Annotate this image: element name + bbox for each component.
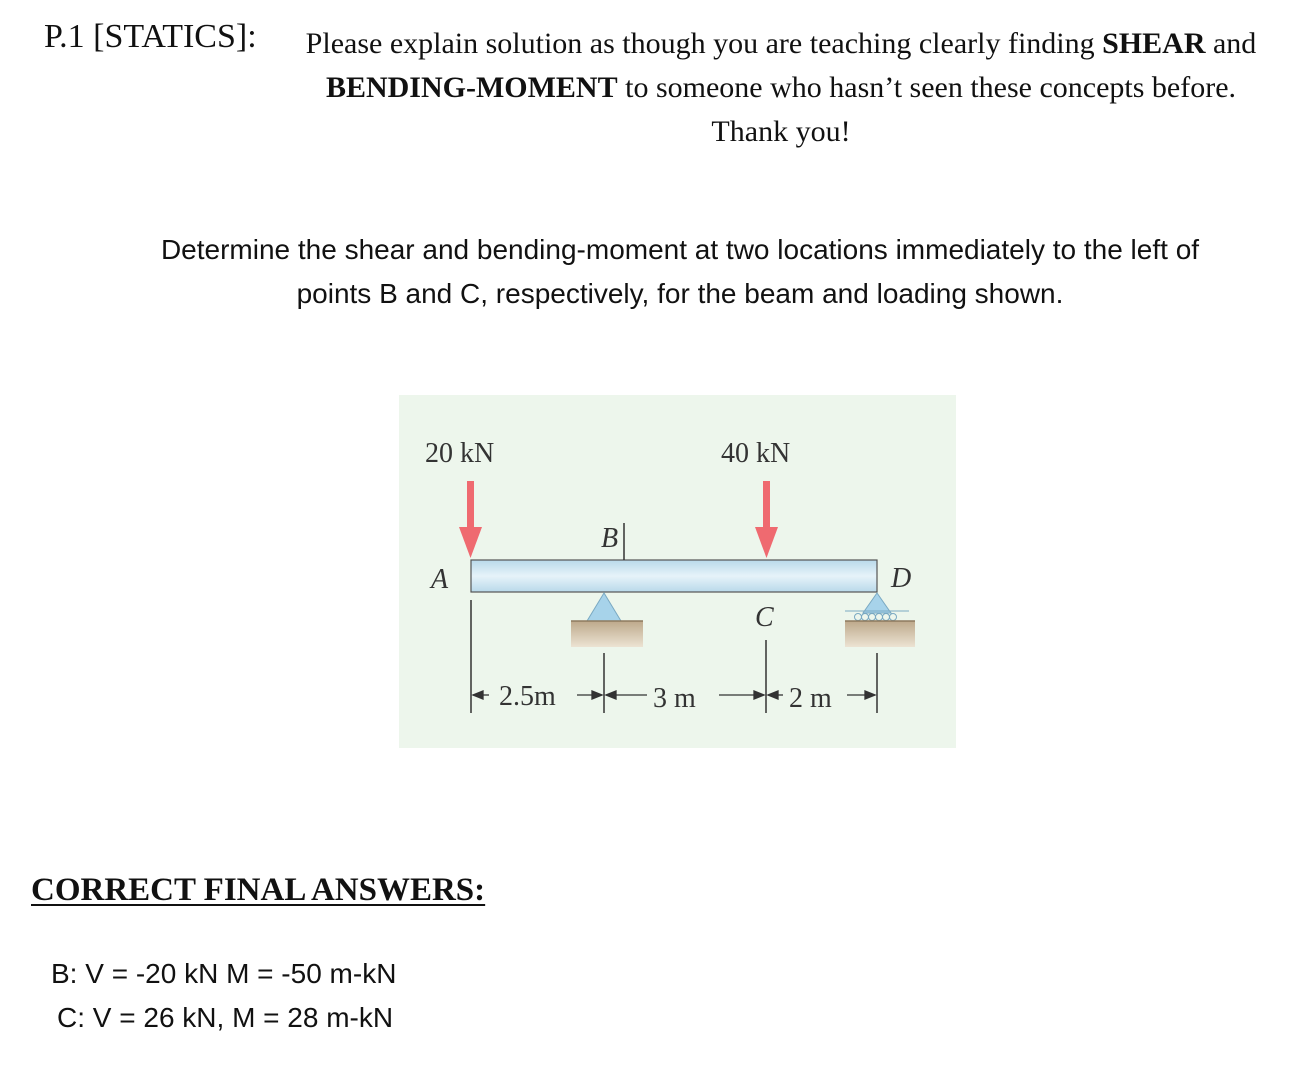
beam-figure <box>399 395 956 748</box>
load-label-a: 20 kN <box>425 438 495 469</box>
dimension-label-ab: 2.5m <box>499 681 556 712</box>
task-statement <box>60 228 1300 316</box>
problem-label: P.1 [STATICS]: <box>44 18 257 55</box>
intro-bold-shear: SHEAR <box>1102 27 1206 60</box>
dimension-label-bc: 3 m <box>653 683 696 714</box>
point-label-d: D <box>891 563 912 594</box>
intro-bold-bending-moment: BENDING-MOMENT <box>325 71 618 104</box>
answers-heading: CORRECT FINAL ANSWERS: <box>31 872 486 908</box>
load-label-c: 40 kN <box>721 438 791 469</box>
answer-b: B: V = -20 kN M = -50 m-kN <box>51 958 397 989</box>
intro-before: Please explain solution as though you are teaching clearly finding <box>305 27 1103 60</box>
answer-c: C: V = 26 kN, M = 28 m-kN <box>57 1002 394 1033</box>
point-label-b: B <box>601 523 619 554</box>
task-line-2: points B and C, respectively, for the beam and loading shown. <box>296 278 1064 309</box>
task-line-1: Determine the shear and bending-moment at two locations immediately to the left of <box>160 234 1200 265</box>
intro-mid: and <box>1205 27 1257 60</box>
point-label-a: A <box>431 564 449 595</box>
beam <box>471 560 877 592</box>
point-label-c: C <box>755 602 774 633</box>
dimension-label-cd: 2 m <box>789 683 832 714</box>
intro-after: to someone who hasn’t seen these concepts before. Thank you! <box>617 71 1237 148</box>
intro-text <box>296 22 1266 154</box>
